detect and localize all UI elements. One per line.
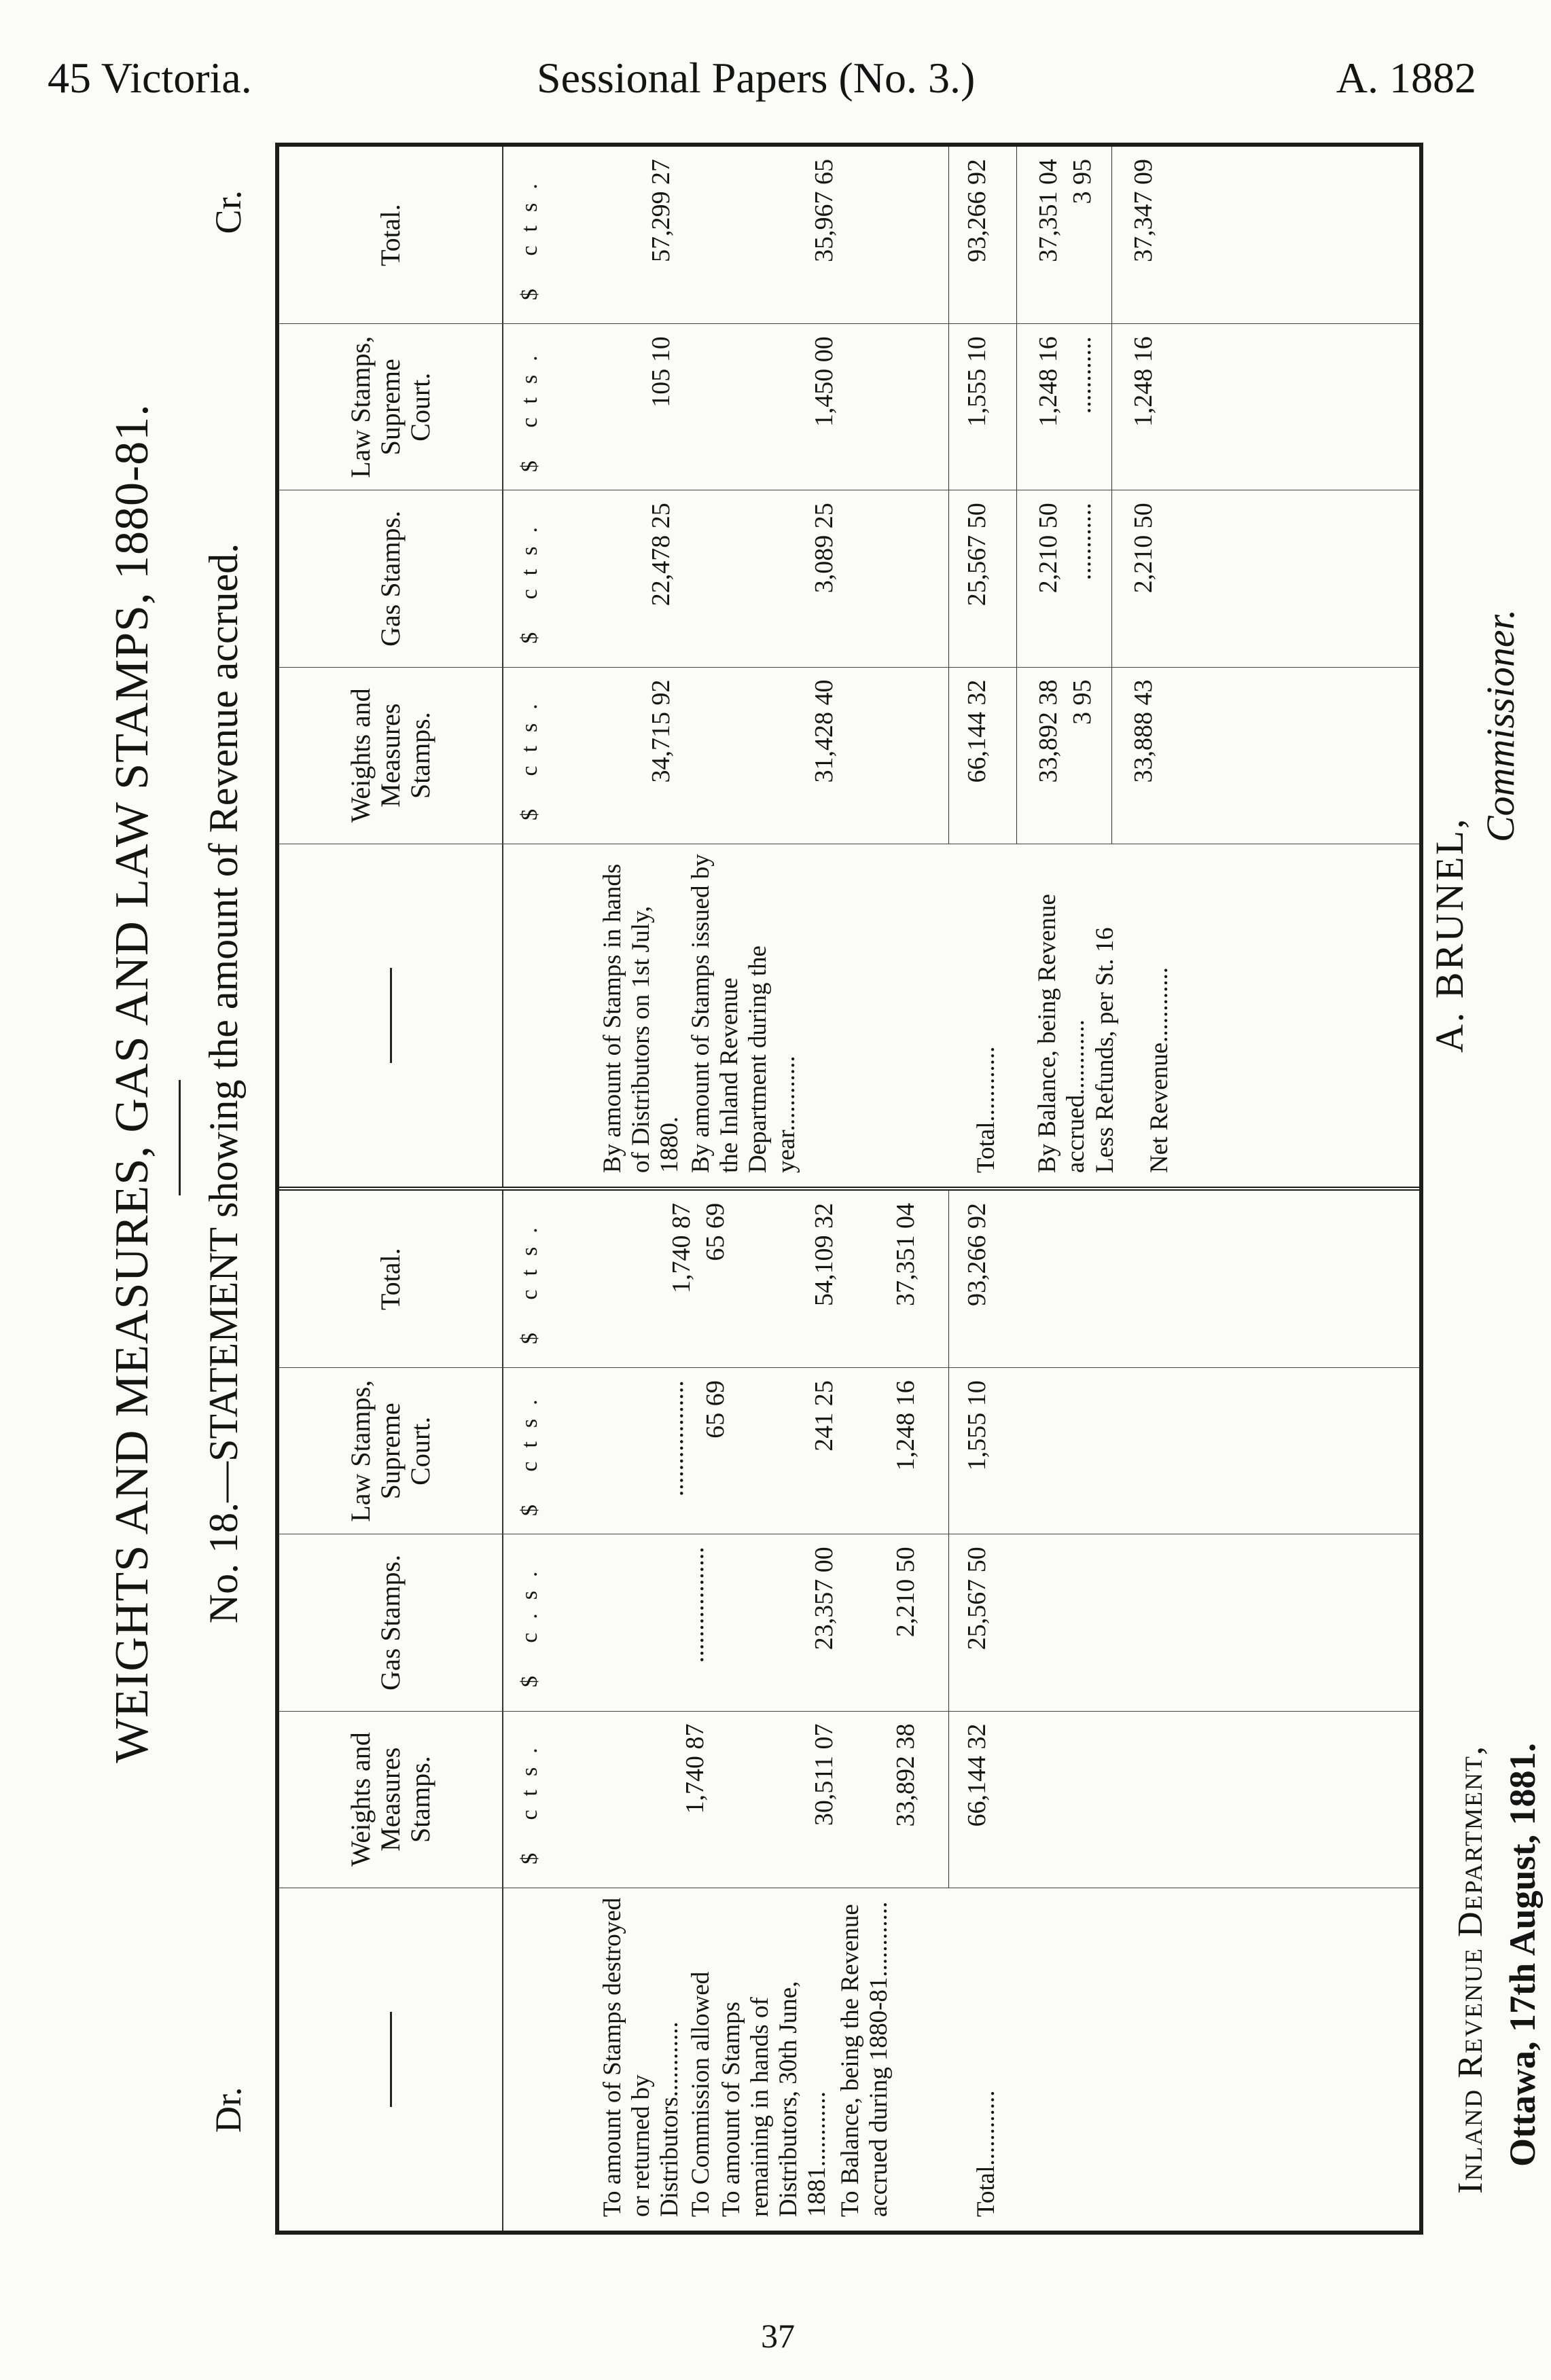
debit-label: Dr. [208,2087,249,2133]
dr-gas-remaining: 23,357 00 [810,1547,838,1651]
credit-side [279,147,1419,1187]
header-volume: 45 Victoria. [48,54,252,102]
cr-law-balance: 1,248 16 [1034,336,1063,427]
cr-gas-net: 2,210 50 [1129,503,1158,594]
cr-gas-net-rule [1111,490,1112,666]
dr-wm-unit: $ cts. [517,1734,542,1865]
rotated-statement [99,143,1543,2235]
cr-total-balance: 37,351 04 [1034,159,1063,263]
cr-wm-unit: $ cts. [517,690,542,821]
dr-desc-column [279,1888,1419,2231]
cr-gas-on-hand: 22,478 25 [647,503,675,607]
cr-total-total: 93,266 92 [963,159,991,263]
cr-gas-total: 25,567 50 [963,503,991,607]
dr-row-destroyed: To amount of Stamps destroyed or returned by Distributors............ [599,1897,683,2217]
dr-total-header: Total. [279,1191,503,1367]
dr-gas-header: Gas Stamps. [279,1534,503,1710]
debit-side [279,1187,1419,2231]
dr-total-total: 93,266 92 [963,1203,991,1307]
dr-wm-header: Weights and Measures Stamps. [279,1712,503,1888]
cr-wm-refunds: 3 95 [1068,679,1097,725]
department-name: Inland Revenue Department, [1451,1744,1490,2194]
cr-gas-issued: 3,089 25 [810,503,838,594]
dr-gas-column [279,1534,1419,1710]
header-dash [390,2012,392,2107]
cr-wm-balance: 33,892 38 [1034,679,1063,783]
dr-law-unit: $ cts. [517,1386,542,1517]
dr-wm-destroyed: 1,740 87 [681,1723,709,1814]
cr-row-refunds: Less Refunds, per St. 16 [1091,927,1119,1173]
dr-law-remaining: 241 25 [810,1380,838,1452]
dr-gas-destroyed: .................. [681,1547,709,1663]
dr-total-balance: 37,351 04 [891,1203,920,1307]
cr-law-balance-rule [1016,324,1017,490]
dr-wm-total: 66,144 32 [963,1723,991,1827]
ledger-table [275,143,1423,2235]
dr-law-commission: 65 69 [701,1380,730,1439]
cr-wm-total: 66,144 32 [963,679,991,783]
cr-law-refunds: ............ [1068,336,1097,414]
header-dash [390,968,392,1063]
title-rule [179,1080,181,1195]
cr-total-column [279,147,1419,323]
statement-subtitle: No. 18.—STATEMENT showing the amount of Revenue accrued. [201,543,246,1624]
dr-gas-balance: 2,210 50 [891,1547,920,1638]
dr-total-commission: 65 69 [701,1203,730,1261]
dr-law-header: Law Stamps, Supreme Court. [279,1368,503,1534]
cr-row-balance: By Balance, being Revenue accrued............ [1033,894,1090,1173]
cr-gas-balance: 2,210 50 [1034,503,1063,594]
cr-wm-balance-rule [1016,668,1017,844]
header-year: A. 1882 [1336,54,1476,102]
dr-gas-total: 25,567 50 [963,1547,991,1651]
cr-wm-net: 33,888 43 [1129,679,1158,783]
credit-label: Cr. [208,190,249,234]
dr-total-total-rule [948,1191,949,1367]
cr-law-total-rule [948,324,949,490]
cr-desc-header [279,844,503,1187]
cr-total-issued: 35,967 65 [810,159,838,263]
cr-law-unit: $ cts. [517,342,542,473]
cr-wm-on-hand: 34,715 92 [647,679,675,783]
cr-law-on-hand: 105 10 [647,336,675,408]
dr-law-balance: 1,248 16 [891,1380,920,1471]
cr-total-total-rule [948,147,949,323]
cr-total-balance-rule [1016,147,1017,323]
dr-wm-remaining: 30,511 07 [810,1723,838,1826]
dr-total-unit: $ cts. [517,1214,542,1345]
cr-row-issued: By amount of Stamps issued by the Inland Revenue Department during the year............ [687,854,800,1173]
signature-title: Commissioner. [1478,609,1522,842]
department-date: Ottawa, 17th August, 1881. [1502,1742,1543,2167]
cr-desc-column [279,844,1419,1187]
cr-gas-header: Gas Stamps. [279,490,503,666]
dr-row-total: Total............ [972,2090,1000,2217]
cr-law-total: 1,555 10 [963,336,991,427]
cr-total-net: 37,347 09 [1129,159,1158,263]
dr-law-total-rule [948,1368,949,1534]
cr-wm-net-rule [1111,668,1112,844]
cr-law-header: Law Stamps, Supreme Court. [279,324,503,490]
cr-gas-total-rule [948,490,949,666]
cr-total-unit: $ cts. [517,170,542,301]
signature-name: A. BRUNEL, [1427,816,1472,1053]
cr-law-net-rule [1111,324,1112,490]
page-number: 37 [761,2317,795,2355]
dr-total-remaining: 54,109 32 [810,1203,838,1307]
cr-gas-column [279,490,1419,666]
cr-gas-unit: $ cts. [517,513,542,644]
cr-gas-balance-rule [1016,490,1017,666]
dr-total-destroyed: 1,740 87 [667,1203,696,1294]
cr-law-issued: 1,450 00 [810,336,838,427]
cr-total-on-hand: 57,299 27 [647,159,675,263]
dr-law-column [279,1367,1419,1534]
dr-total-column [279,1191,1419,1367]
cr-wm-total-rule [948,668,949,844]
dr-wm-total-rule [948,1712,949,1888]
cr-total-net-rule [1111,147,1112,323]
cr-gas-refunds: ............ [1068,503,1097,581]
dr-gas-total-rule [948,1534,949,1710]
cr-total-refunds: 3 95 [1068,159,1097,204]
cr-wm-header: Weights and Measures Stamps. [279,668,503,844]
dr-desc-header [279,1888,503,2231]
dr-row-commission: To Commission allowed [687,1971,715,2217]
cr-row-net: Net Revenue............ [1145,967,1173,1173]
cr-row-on-hand: By amount of Stamps in hands of Distributors on 1st July, 1880. [599,863,683,1173]
cr-total-header: Total. [279,147,503,323]
cr-wm-column [279,667,1419,844]
dr-law-total: 1,555 10 [963,1380,991,1471]
cr-row-total: Total............ [972,1046,1000,1173]
dr-row-remaining: To amount of Stamps remaining in hands of Distributors, 30th June, 1881............ [717,1981,831,2217]
dr-gas-unit: $ c.s. [517,1557,542,1688]
dr-law-destroyed: .................. [660,1380,689,1497]
cr-law-net: 1,248 16 [1129,336,1158,427]
cr-wm-issued: 31,428 40 [810,679,838,783]
dr-wm-balance: 33,892 38 [891,1723,920,1827]
page-title: WEIGHTS AND MEASURES, GAS AND LAW STAMPS, 1880-81. [106,403,158,1763]
header-sessional-papers: Sessional Papers (No. 3.) [537,54,976,102]
cr-law-column [279,323,1419,490]
dr-row-balance: To Balance, being the Revenue accrued during 1880-81............ [836,1901,893,2217]
dr-wm-column [279,1711,1419,1888]
